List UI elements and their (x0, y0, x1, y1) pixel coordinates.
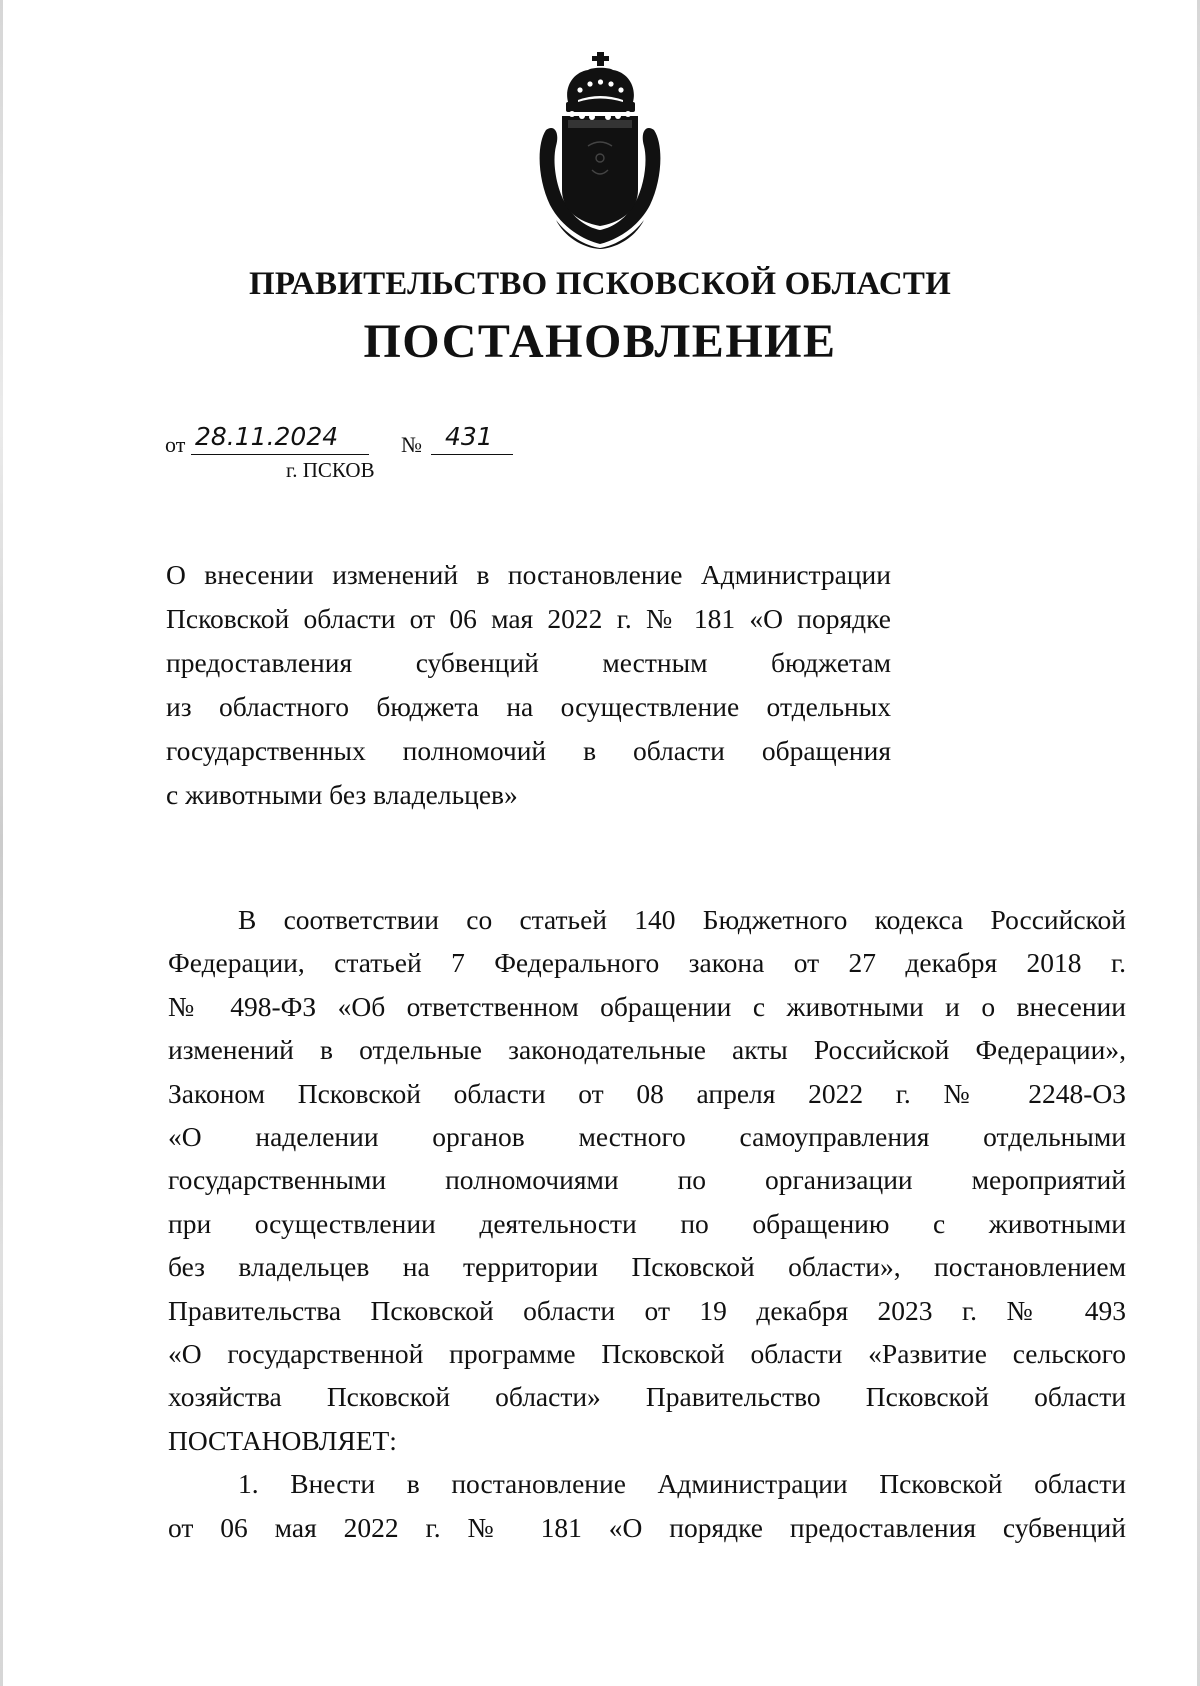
date-value: 28.11.2024 (195, 422, 339, 451)
body-line: 1. Внести в постановление Администрации Псковской области (238, 1468, 1126, 1500)
coat-of-arms-emblem (528, 50, 673, 250)
body-line: изменений в отдельные законодательные акты Российской Федерации», (168, 1034, 1126, 1066)
number-underline (431, 454, 513, 455)
city-label: г. ПСКОВ (286, 458, 375, 482)
body-line: государственными полномочиями по организации мероприятий (168, 1164, 1126, 1196)
date-label: от (165, 432, 186, 457)
number-label: № (401, 432, 422, 457)
document-body (168, 898, 1126, 1549)
subject-line: с животными без владельцев» (166, 779, 518, 810)
subject-line: из областного бюджета на осуществление отдельных (166, 691, 891, 722)
body-line: «О государственной программе Псковской области «Развитие сельского (168, 1338, 1126, 1370)
subject-line: О внесении изменений в постановление Администрации (166, 559, 891, 590)
body-line: Правительства Псковской области от 19 декабря 2023 г. № 493 (168, 1294, 1126, 1326)
body-line: В соответствии со статьей 140 Бюджетного кодекса Российской (238, 904, 1126, 935)
scan-edge-left (0, 0, 3, 1686)
decree-keyword: ПОСТАНОВЛЯЕТ: (168, 1424, 397, 1456)
body-line: при осуществлении деятельности по обращению с животными (168, 1207, 1126, 1239)
body-line: Законом Псковской области от 08 апреля 2022 г. № 2248-ОЗ (168, 1077, 1126, 1109)
body-line: Федерации, статьей 7 Федерального закона от 27 декабря 2018 г. (168, 947, 1126, 979)
date-underline (191, 454, 369, 455)
document-subject (166, 553, 891, 817)
subject-line: Псковской области от 06 мая 2022 г. № 181 «О порядке (166, 603, 891, 634)
document-type-title: ПОСТАНОВЛЕНИЕ (363, 315, 837, 368)
body-line: № 498-ФЗ «Об ответственном обращении с животными и о внесении (168, 990, 1126, 1022)
subject-line: предоставления субвенций местным бюджетам (166, 647, 891, 678)
government-title: ПРАВИТЕЛЬСТВО ПСКОВСКОЙ ОБЛАСТИ (248, 266, 952, 302)
body-line: хозяйства Псковской области» Правительство Псковской области (168, 1381, 1126, 1413)
body-line: от 06 мая 2022 г. № 181 «О порядке предоставления субвенций (168, 1511, 1126, 1543)
body-line: «О наделении органов местного самоуправления отдельными (168, 1121, 1126, 1153)
subject-line: государственных полномочий в области обращения (166, 735, 891, 766)
number-value: 431 (445, 422, 493, 451)
body-line: без владельцев на территории Псковской области», постановлением (168, 1251, 1126, 1283)
